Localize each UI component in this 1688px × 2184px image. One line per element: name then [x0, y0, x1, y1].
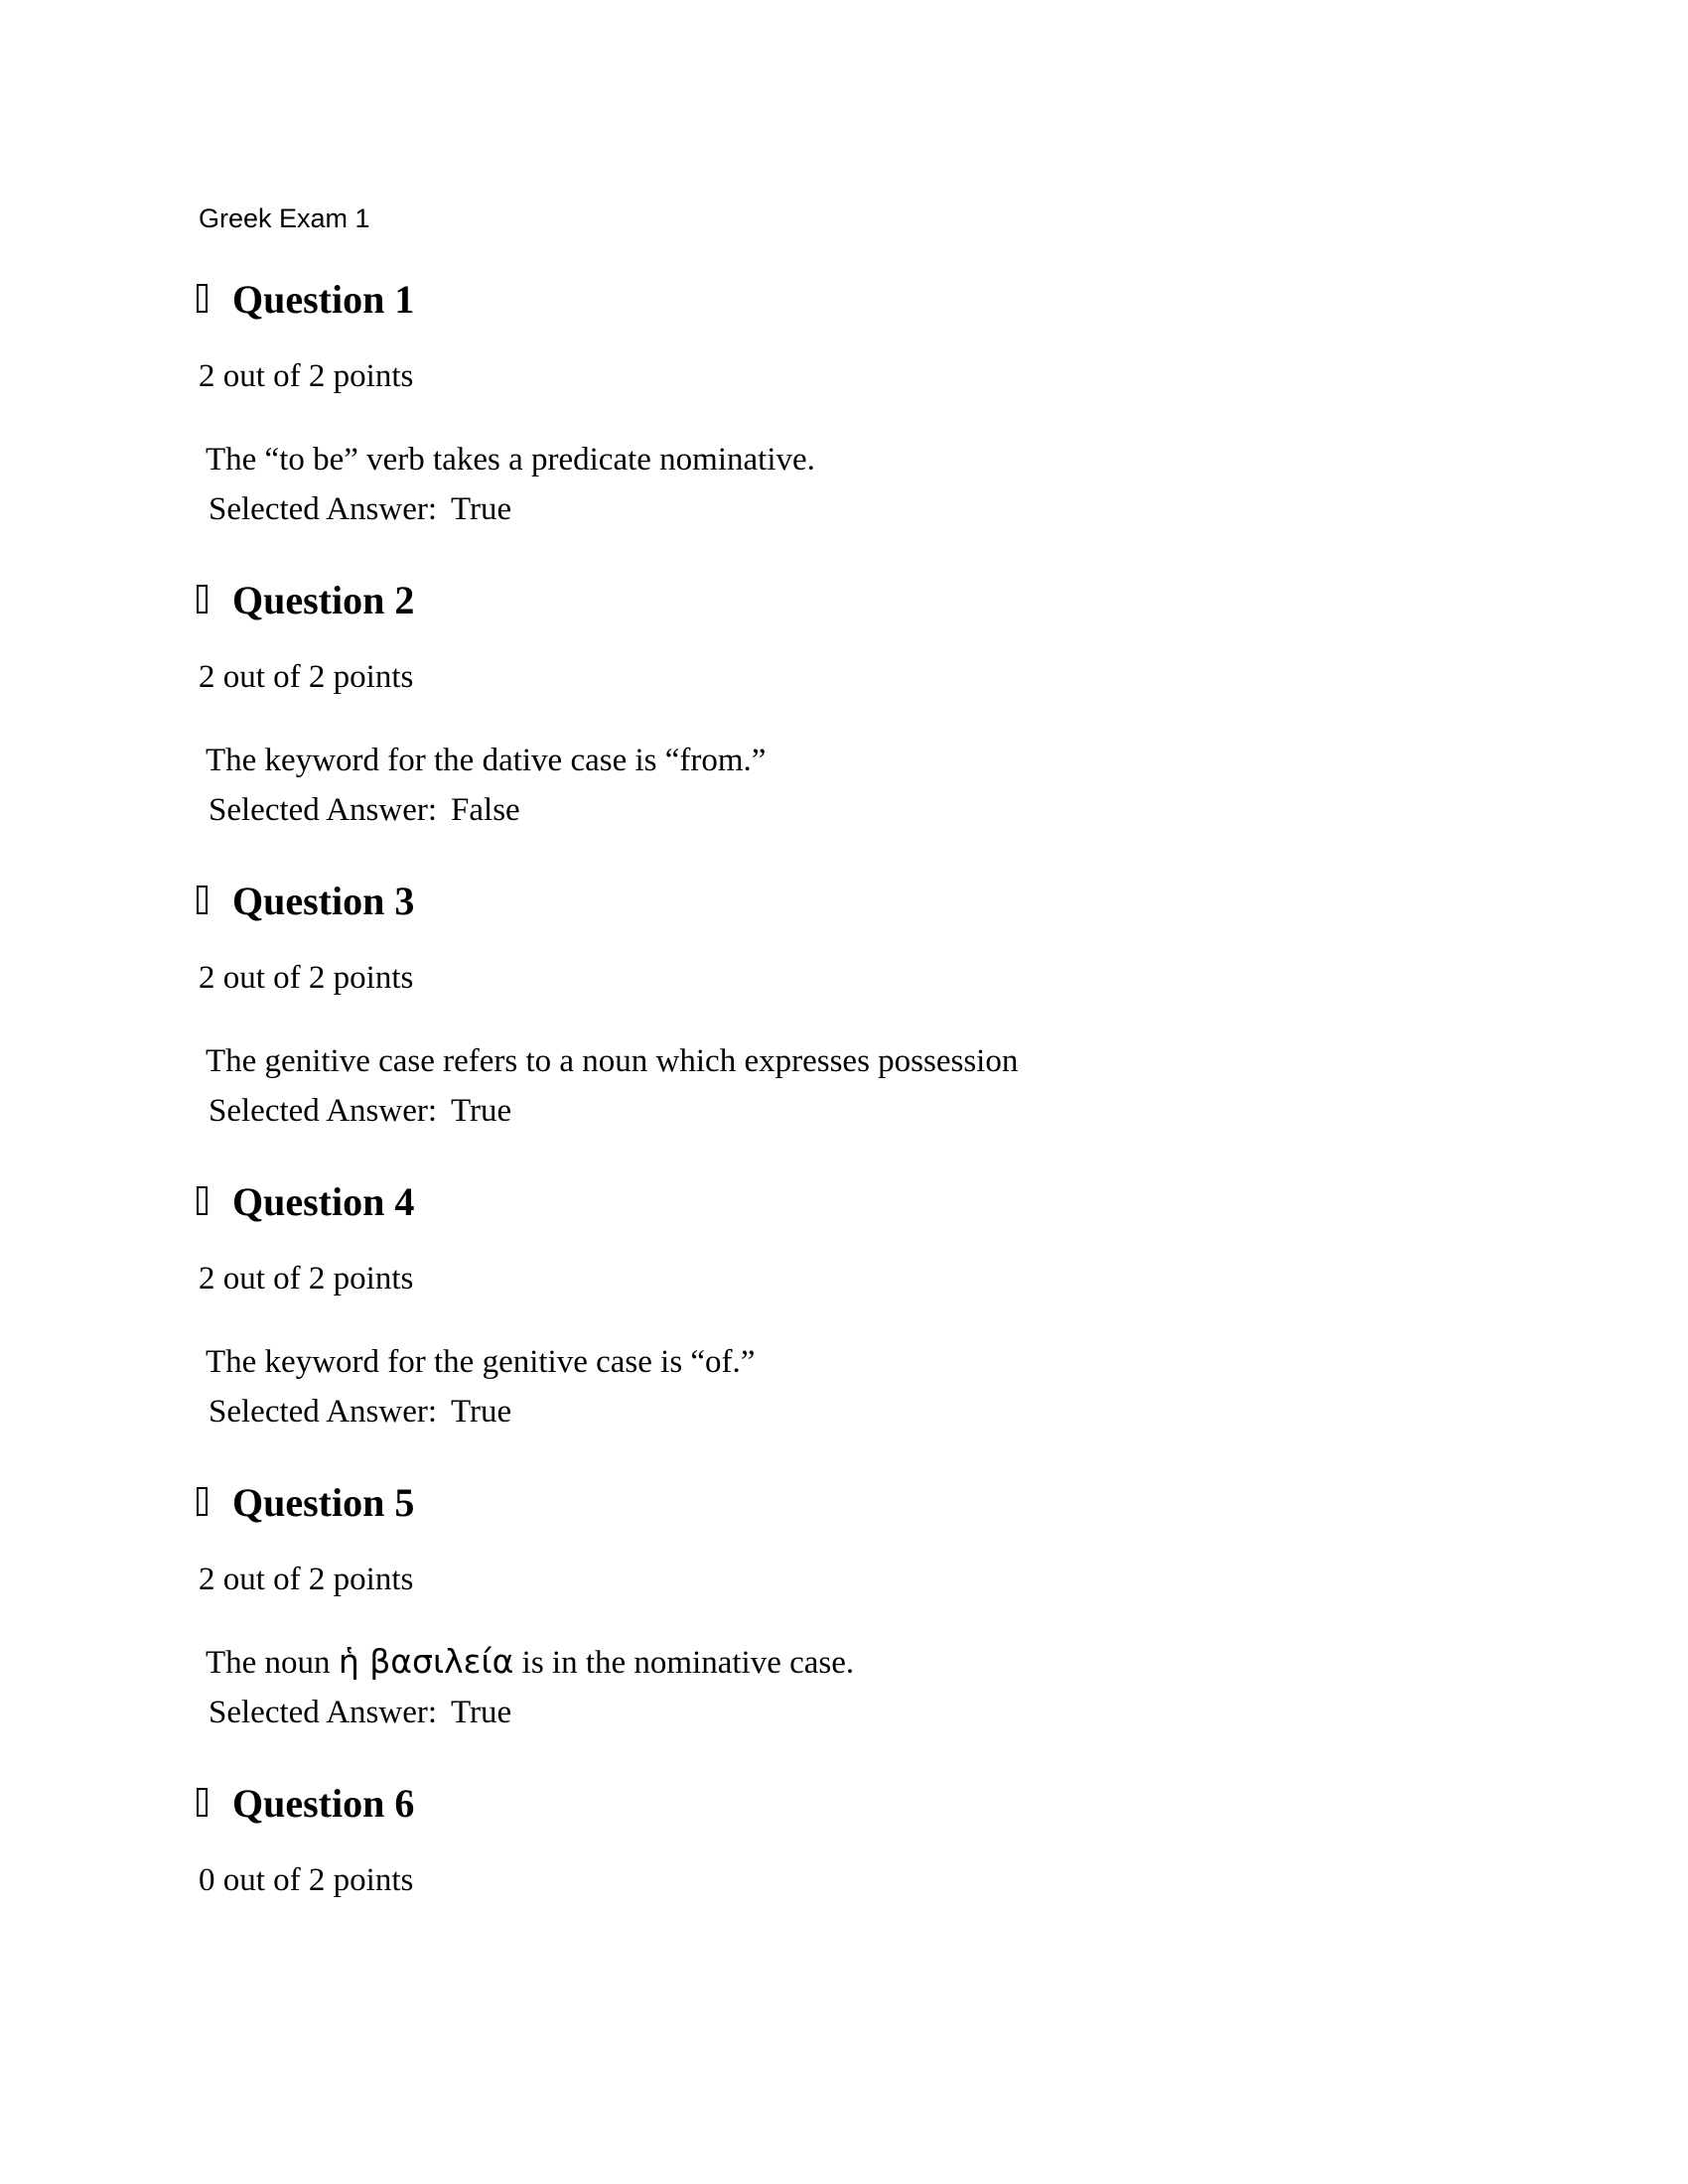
- question-points: 2 out of 2 points: [199, 1261, 414, 1297]
- missing-glyph-icon: [197, 1788, 208, 1817]
- question-title: Question 2: [232, 578, 415, 622]
- question-title: Question 1: [232, 277, 415, 322]
- selected-answer: [209, 790, 1587, 830]
- selected-answer-label: Selected Answer:: [209, 1695, 438, 1730]
- selected-answer-value: True: [451, 1394, 512, 1430]
- question-points: 2 out of 2 points: [199, 659, 414, 695]
- question-statement: [206, 439, 1587, 479]
- statement-text: The “to be” verb takes a predicate nominative.: [206, 442, 815, 478]
- question-title: Question 5: [232, 1480, 415, 1525]
- selected-answer-label: Selected Answer:: [209, 792, 438, 828]
- question-statement: [206, 1040, 1587, 1081]
- statement-greek-text: ἡ βασιλεία: [338, 1642, 514, 1681]
- question-title: Question 6: [232, 1781, 415, 1826]
- question-heading: [197, 1781, 1587, 1827]
- selected-answer-label: Selected Answer:: [209, 491, 438, 527]
- question-heading: [197, 1480, 1587, 1526]
- question-heading: [197, 879, 1587, 924]
- question-points: 2 out of 2 points: [199, 960, 414, 996]
- question-heading: [197, 277, 1587, 323]
- statement-text: The noun: [206, 1645, 339, 1681]
- missing-glyph-icon: [197, 585, 208, 614]
- question-points: 2 out of 2 points: [199, 1562, 414, 1597]
- statement-text: The keyword for the genitive case is “of.”: [206, 1344, 756, 1380]
- document-title: Greek Exam 1: [199, 204, 370, 233]
- question-points: 2 out of 2 points: [199, 358, 414, 394]
- question-statement: [206, 1642, 1587, 1683]
- question-title: Question 3: [232, 879, 415, 923]
- selected-answer-value: True: [451, 1695, 512, 1730]
- statement-text-suffix: is in the nominative case.: [513, 1645, 855, 1681]
- question-block-4: [197, 1179, 1587, 1432]
- selected-answer: [209, 1091, 1587, 1131]
- missing-glyph-icon: [197, 1186, 208, 1215]
- selected-answer-label: Selected Answer:: [209, 1093, 438, 1129]
- selected-answer-value: True: [451, 491, 512, 527]
- selected-answer: [209, 1392, 1587, 1432]
- missing-glyph-icon: [197, 886, 208, 914]
- statement-text: The keyword for the dative case is “from.”: [206, 743, 767, 778]
- selected-answer-label: Selected Answer:: [209, 1394, 438, 1430]
- question-heading: [197, 578, 1587, 623]
- question-block-6: [197, 1781, 1587, 1900]
- question-heading: [197, 1179, 1587, 1225]
- question-block-2: [197, 578, 1587, 830]
- selected-answer: [209, 489, 1587, 529]
- question-statement: [206, 740, 1587, 780]
- statement-text: The genitive case refers to a noun which expresses possession: [206, 1043, 1019, 1079]
- question-block-1: [197, 277, 1587, 529]
- question-statement: [206, 1341, 1587, 1382]
- question-points: 0 out of 2 points: [199, 1862, 414, 1898]
- selected-answer-value: False: [451, 792, 520, 828]
- question-title: Question 4: [232, 1179, 415, 1224]
- missing-glyph-icon: [197, 284, 208, 313]
- selected-answer: [209, 1693, 1587, 1732]
- missing-glyph-icon: [197, 1487, 208, 1516]
- question-block-5: [197, 1480, 1587, 1732]
- question-block-3: [197, 879, 1587, 1131]
- selected-answer-value: True: [451, 1093, 512, 1129]
